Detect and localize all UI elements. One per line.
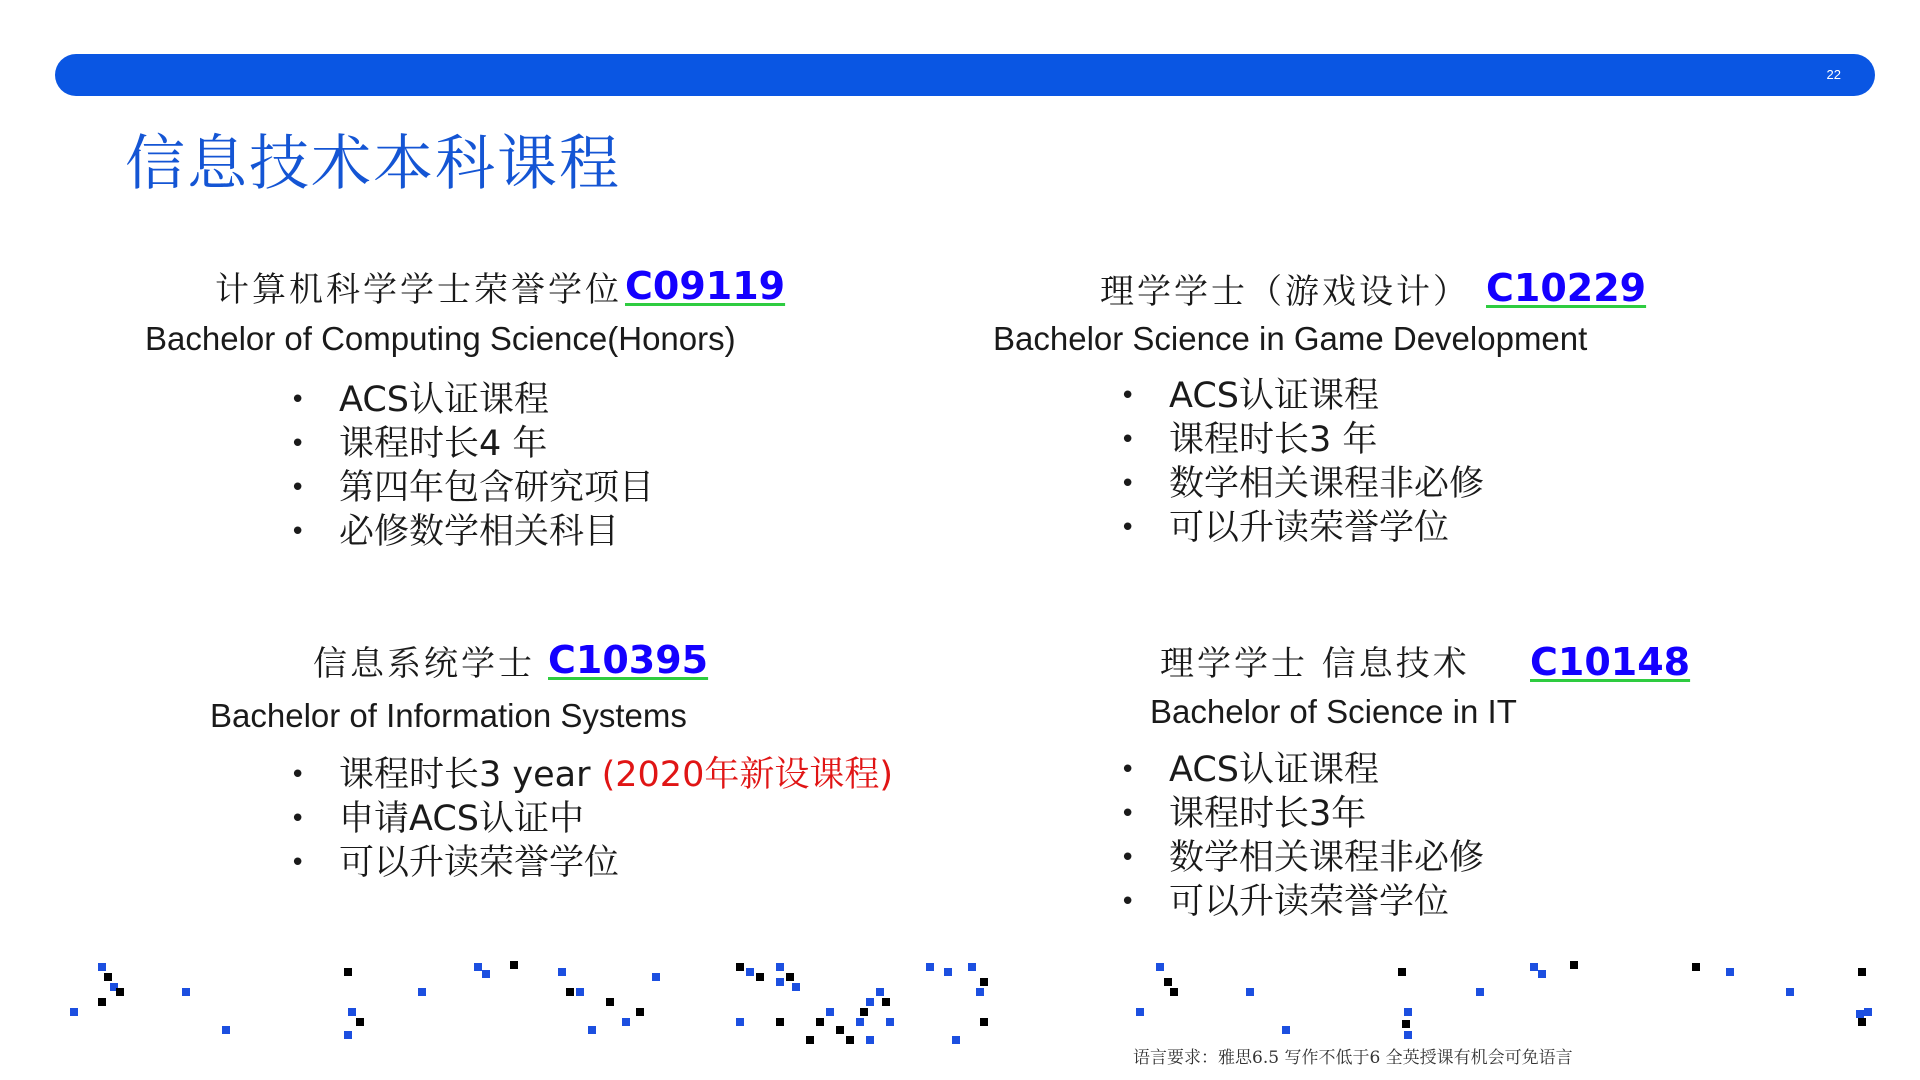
page-title: 信息技术本科课程	[125, 129, 621, 199]
program-code-link[interactable]: C10148	[1530, 640, 1691, 684]
pixel-square	[736, 1018, 744, 1026]
pixel-square	[1136, 1008, 1144, 1016]
pixel-square	[786, 973, 794, 981]
pixel-square	[558, 968, 566, 976]
program-bullet-list	[1120, 374, 1484, 550]
list-item: • 申请ACS认证中	[290, 799, 584, 839]
list-item: • 课程时长3 year (2020年新设课程)	[290, 755, 893, 795]
pixel-square	[1164, 978, 1172, 986]
program-cn-title: 计算机科学学士荣誉学位	[215, 270, 622, 310]
bullet-icon: •	[1120, 513, 1136, 543]
list-item: • ACS认证课程	[1120, 376, 1379, 416]
list-item: • ACS认证课程	[290, 380, 549, 420]
pixel-square	[1858, 968, 1866, 976]
pixel-square	[756, 973, 764, 981]
pixel-square	[1402, 1020, 1410, 1028]
program-bullet-list	[1120, 748, 1484, 924]
pixel-square	[510, 961, 518, 969]
pixel-square	[652, 973, 660, 981]
pixel-square	[482, 970, 490, 978]
list-item: • 可以升读荣誉学位	[1120, 508, 1450, 548]
pixel-square	[926, 963, 934, 971]
pixel-square	[356, 1018, 364, 1026]
pixel-square	[566, 988, 574, 996]
bullet-icon: •	[290, 385, 306, 415]
pixel-square	[1246, 988, 1254, 996]
page-number: 22	[1826, 67, 1841, 82]
pixel-square	[806, 1036, 814, 1044]
program-cn-title: 信息系统学士	[313, 644, 535, 684]
pixel-square	[836, 1026, 844, 1034]
pixel-square	[856, 1018, 864, 1026]
bullet-icon: •	[1120, 425, 1136, 455]
pixel-square	[1858, 1018, 1866, 1026]
pixel-square	[866, 998, 874, 1006]
pixel-square	[968, 963, 976, 971]
list-item: • 必修数学相关科目	[290, 512, 620, 552]
program-code-link[interactable]: C10395	[548, 638, 709, 682]
pixel-square	[182, 988, 190, 996]
program-cn-title: 理学学士 信息技术	[1160, 644, 1470, 684]
pixel-square	[1156, 963, 1164, 971]
pixel-square	[1864, 1008, 1872, 1016]
pixel-square	[746, 968, 754, 976]
program-code-link[interactable]: C10229	[1486, 266, 1647, 310]
pixel-square	[1404, 1008, 1412, 1016]
pixel-square	[976, 988, 984, 996]
pixel-square	[348, 1008, 356, 1016]
pixel-square	[1726, 968, 1734, 976]
bullet-icon: •	[1120, 843, 1136, 873]
pixel-square	[1786, 988, 1794, 996]
pixel-square	[116, 988, 124, 996]
program-en-title: Bachelor of Computing Science(Honors)	[145, 320, 736, 357]
program-code-link[interactable]: C09119	[625, 264, 786, 308]
bullet-icon: •	[290, 760, 306, 790]
pixel-square	[1404, 1031, 1412, 1039]
bullet-icon: •	[1120, 755, 1136, 785]
bullet-icon: •	[290, 517, 306, 547]
pixel-square	[588, 1026, 596, 1034]
pixel-square	[1476, 988, 1484, 996]
pixel-square	[876, 988, 884, 996]
pixel-square	[980, 1018, 988, 1026]
pixel-square	[474, 963, 482, 971]
list-item: • 课程时长3 年	[1120, 420, 1378, 460]
pixel-square	[866, 1036, 874, 1044]
bullet-icon: •	[290, 804, 306, 834]
list-item: • 可以升读荣誉学位	[290, 843, 620, 883]
pixel-square	[1570, 961, 1578, 969]
new-course-note: (2020年新设课程)	[601, 755, 893, 795]
program-cn-title: 理学学士（游戏设计）	[1100, 272, 1470, 312]
pixel-square	[944, 968, 952, 976]
pixel-square	[776, 1018, 784, 1026]
pixel-square	[576, 988, 584, 996]
pixel-square	[826, 1008, 834, 1016]
bullet-icon: •	[1120, 799, 1136, 829]
bullet-icon: •	[1120, 381, 1136, 411]
pixel-square	[1398, 968, 1406, 976]
pixel-square	[980, 978, 988, 986]
pixel-square	[98, 998, 106, 1006]
pixel-square	[736, 963, 744, 971]
bullet-icon: •	[1120, 887, 1136, 917]
pixel-square	[344, 968, 352, 976]
list-item: • 课程时长3年	[1120, 794, 1367, 834]
program-bullet-list	[290, 753, 893, 885]
program-bullet-list	[290, 378, 654, 554]
pixel-square	[882, 998, 890, 1006]
pixel-square	[1282, 1026, 1290, 1034]
pixel-square	[1170, 988, 1178, 996]
list-item: • 数学相关课程非必修	[1120, 464, 1485, 504]
list-item: • 第四年包含研究项目	[290, 468, 655, 508]
pixel-square	[792, 983, 800, 991]
pixel-square	[776, 963, 784, 971]
pixel-square	[952, 1036, 960, 1044]
pixel-square	[816, 1018, 824, 1026]
list-item: • 可以升读荣誉学位	[1120, 882, 1450, 922]
pixel-square	[606, 998, 614, 1006]
pixel-square	[1692, 963, 1700, 971]
pixel-square	[418, 988, 426, 996]
pixel-square	[1530, 963, 1538, 971]
pixel-square	[70, 1008, 78, 1016]
pixel-square	[98, 963, 106, 971]
program-en-title: Bachelor Science in Game Development	[993, 320, 1588, 357]
pixel-square	[1856, 1010, 1864, 1018]
program-en-title: Bachelor of Science in IT	[1150, 693, 1517, 730]
program-en-title: Bachelor of Information Systems	[210, 697, 687, 734]
bullet-icon: •	[1120, 469, 1136, 499]
language-requirement-note: 语言要求：雅思6.5 写作不低于6 全英授课有机会可免语言	[1133, 1048, 1573, 1068]
bullet-icon: •	[290, 429, 306, 459]
pixel-square	[1538, 970, 1546, 978]
pixel-square	[860, 1008, 868, 1016]
pixel-square	[886, 1018, 894, 1026]
list-item: • ACS认证课程	[1120, 750, 1379, 790]
pixel-square	[110, 983, 118, 991]
pixel-square	[846, 1036, 854, 1044]
header-bar	[55, 54, 1875, 96]
pixel-square	[622, 1018, 630, 1026]
list-item: • 数学相关课程非必修	[1120, 838, 1485, 878]
bullet-icon: •	[290, 848, 306, 878]
pixel-square	[222, 1026, 230, 1034]
pixel-square	[636, 1008, 644, 1016]
pixel-square	[344, 1031, 352, 1039]
pixel-square	[776, 978, 784, 986]
pixel-square	[104, 973, 112, 981]
bullet-icon: •	[290, 473, 306, 503]
list-item: • 课程时长4 年	[290, 424, 548, 464]
